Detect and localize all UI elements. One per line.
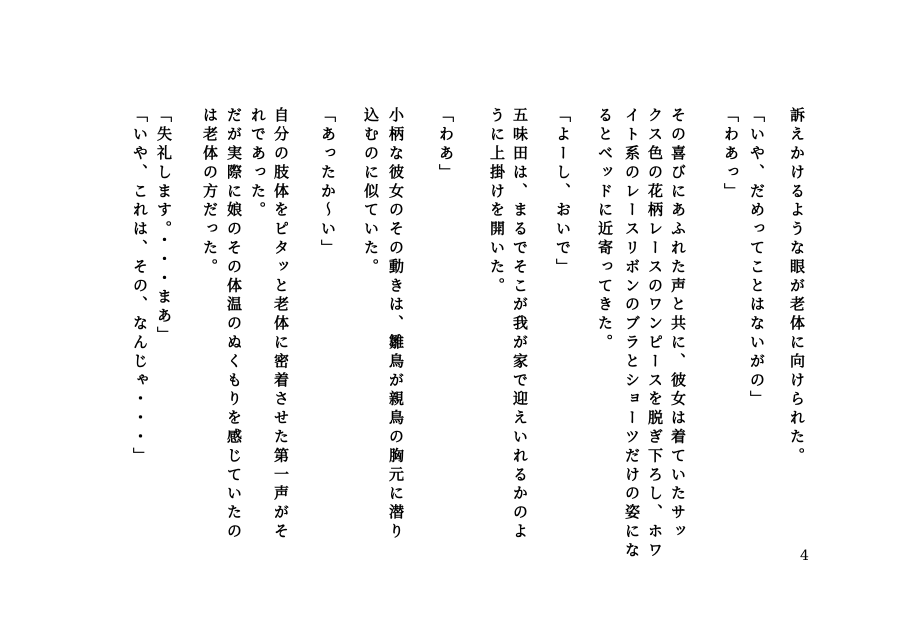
- text-line: 「わあ」: [437, 107, 455, 183]
- text-line: 「いや、だめってことはないがの」: [748, 107, 766, 410]
- text-line: は老体の方だった。: [201, 107, 219, 278]
- page-number: 4: [800, 548, 809, 564]
- text-line: その喜びにあふれた声と共に、彼女は着ていたサッ: [669, 107, 687, 542]
- text-line: 小柄な彼女のその動きは、雛鳥が親鳥の胸元に潜り: [387, 107, 405, 542]
- text-line: 自分の肢体をピタッと老体に密着させた第一声がそ: [272, 107, 290, 542]
- text-line: 訴えかけるような眼が老体に向けられた。: [788, 107, 806, 467]
- text-line: 「失礼します。・・・まあ」: [155, 107, 173, 346]
- text-line: 「あったか〜い」: [319, 107, 337, 259]
- text-line: 込むのに似ていた。: [362, 107, 380, 278]
- text-line: れであった。: [249, 107, 267, 221]
- text-line: クス色の花柄レースのワンピースを脱ぎ下ろし、ホワ: [646, 107, 664, 561]
- text-line: 「いや、これは、その、なんじゃ・・・」: [131, 107, 149, 467]
- text-line: るとベッドに近寄ってきた。: [596, 107, 614, 353]
- text-line: イト系のレースリボンのブラとショーツだけの姿にな: [623, 107, 641, 561]
- text-line: 五味田は、まるでそこが我が家で迎えいれるかのよ: [511, 107, 529, 542]
- text-line: だが実際に娘のその体温のぬくもりを感じていたの: [225, 107, 243, 542]
- text-line: 「わあっ」: [722, 107, 740, 202]
- text-line: 「よーし、おいで」: [554, 107, 572, 278]
- text-line: うに上掛けを開いた。: [488, 107, 506, 296]
